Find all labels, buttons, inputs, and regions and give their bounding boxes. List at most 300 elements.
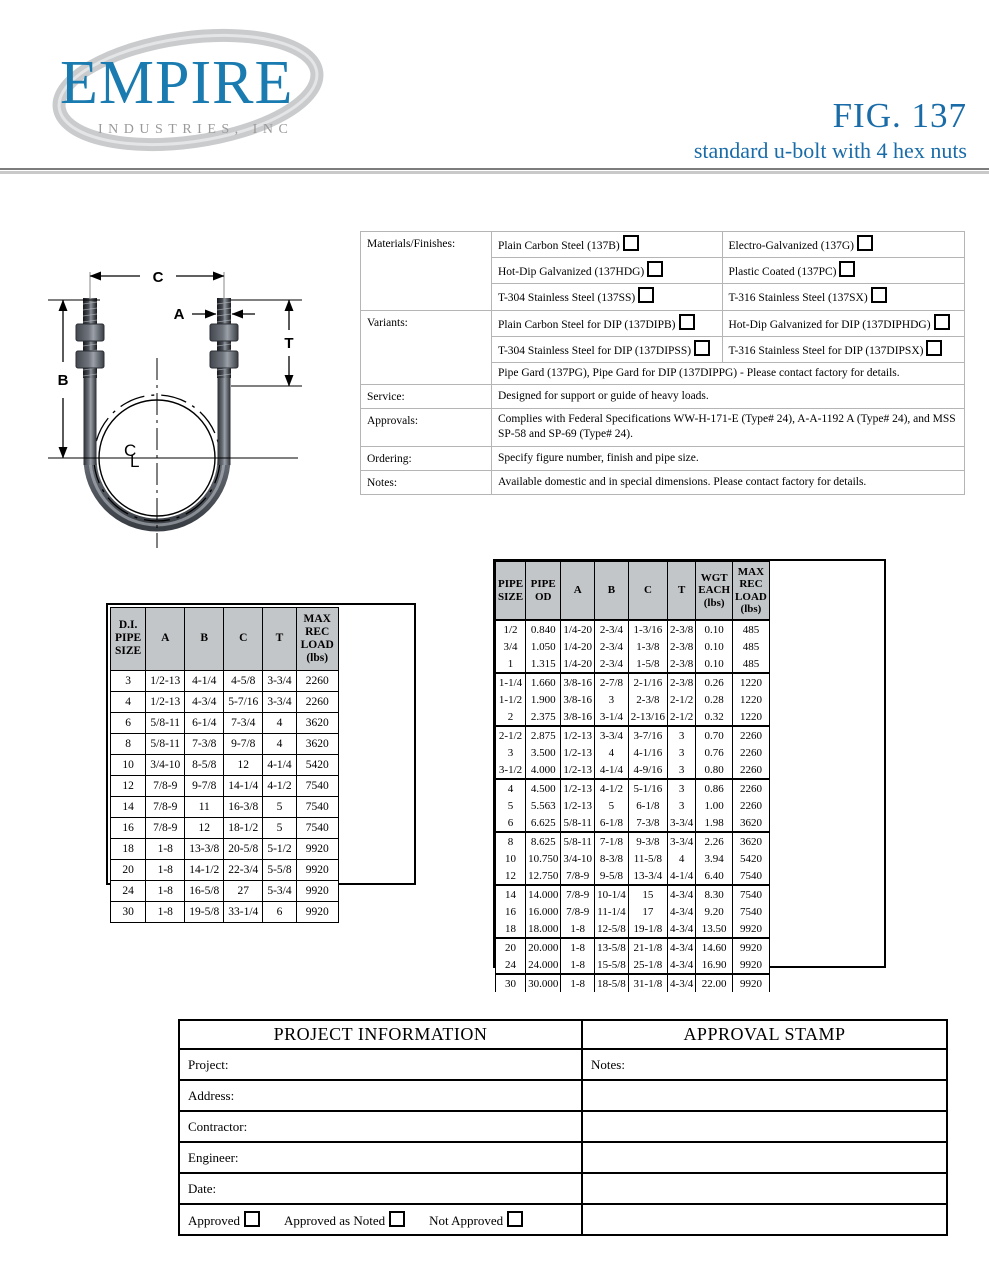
approval-stamp-cell[interactable] — [582, 1142, 947, 1173]
table-cell: 11-1/4 — [595, 903, 629, 920]
table-row — [496, 867, 770, 885]
option-checkbox[interactable] — [623, 235, 639, 251]
table-cell: 4.500 — [526, 779, 561, 797]
table-cell: 9-5/8 — [595, 867, 629, 885]
table-cell: 9920 — [733, 920, 770, 938]
option-checkbox[interactable] — [871, 287, 887, 303]
spec-row-label: Notes: — [361, 470, 492, 494]
table-cell: 1-8 — [561, 920, 595, 938]
table-cell: 0.32 — [696, 708, 733, 726]
option-checkbox[interactable] — [638, 287, 654, 303]
spec-row — [361, 310, 965, 336]
approval-stamp-cell[interactable] — [582, 1204, 947, 1235]
spec-option-cell[interactable] — [492, 258, 723, 284]
table-cell: 1-1/2 — [496, 691, 526, 708]
svg-text:B: B — [57, 372, 69, 389]
project-header-row — [179, 1020, 947, 1049]
table-cell: 5/8-11 — [146, 712, 185, 733]
table-cell: 2260 — [733, 761, 770, 779]
table-cell: 9920 — [733, 938, 770, 956]
svg-text:A: A — [173, 306, 185, 323]
di-body — [111, 670, 339, 922]
di-head — [111, 608, 339, 671]
table-cell: 9920 — [296, 838, 338, 859]
table-cell: 10 — [111, 754, 146, 775]
di-col-header: D.I. PIPE SIZE — [111, 608, 146, 671]
table-cell: 1.00 — [696, 797, 733, 814]
approval-checkbox[interactable] — [244, 1211, 260, 1227]
table-cell: 12.750 — [526, 867, 561, 885]
table-cell: 20 — [496, 938, 526, 956]
table-cell: 1/2-13 — [561, 744, 595, 761]
spec-option-label: Hot-Dip Galvanized (137HDG) — [498, 266, 645, 279]
table-cell: 1-8 — [146, 880, 185, 901]
table-row — [496, 744, 770, 761]
spec-row — [361, 470, 965, 494]
option-checkbox[interactable] — [839, 261, 855, 277]
table-cell: 2-3/8 — [628, 691, 667, 708]
table-cell: 485 — [733, 620, 770, 638]
table-cell: 8-5/8 — [185, 754, 224, 775]
table-cell: 3/4-10 — [146, 754, 185, 775]
table-cell: 8-3/8 — [595, 850, 629, 867]
table-row — [111, 775, 339, 796]
table-row — [111, 670, 339, 691]
table-cell: 2-13/16 — [628, 708, 667, 726]
table-cell: 2.26 — [696, 832, 733, 850]
table-cell: 1.050 — [526, 638, 561, 655]
table-cell: 15 — [628, 885, 667, 903]
table-cell: 4-1/4 — [263, 754, 296, 775]
spec-option-cell[interactable] — [722, 310, 965, 336]
table-cell: 7-3/4 — [224, 712, 263, 733]
table-cell: 1 — [496, 655, 526, 673]
table-cell: 7/8-9 — [146, 796, 185, 817]
main-head — [496, 562, 770, 621]
table-cell: 15-5/8 — [595, 956, 629, 974]
spec-option-cell[interactable] — [492, 232, 723, 258]
spec-option-label: Designed for support or guide of heavy loads. — [498, 390, 709, 403]
table-row — [496, 903, 770, 920]
project-field-contractor[interactable]: Contractor: — [179, 1111, 582, 1142]
table-row — [111, 901, 339, 922]
table-cell: 7/8-9 — [146, 775, 185, 796]
table-row — [111, 754, 339, 775]
project-body — [179, 1020, 947, 1235]
dimension-a — [174, 306, 255, 323]
table-cell: 18 — [496, 920, 526, 938]
spec-option-label: Plastic Coated (137PC) — [728, 266, 837, 279]
table-cell: 5 — [263, 796, 296, 817]
option-checkbox[interactable] — [694, 340, 710, 356]
table-cell: 3-7/16 — [628, 726, 667, 744]
table-cell: 1/4-20 — [561, 655, 595, 673]
table-cell: 4 — [496, 779, 526, 797]
table-cell: 1.660 — [526, 673, 561, 691]
svg-text:L: L — [130, 452, 140, 471]
table-cell: 1/2-13 — [146, 691, 185, 712]
svg-text:C: C — [152, 269, 164, 286]
table-cell: 8.625 — [526, 832, 561, 850]
project-field-row — [179, 1142, 947, 1173]
spec-body — [361, 232, 965, 495]
spec-option-cell — [492, 385, 965, 409]
table-cell: 4 — [263, 712, 296, 733]
project-field-row — [179, 1111, 947, 1142]
table-cell: 10.750 — [526, 850, 561, 867]
approval-option[interactable] — [284, 1211, 405, 1229]
table-cell: 1-3/8 — [628, 638, 667, 655]
table-cell: 2.875 — [526, 726, 561, 744]
table-cell: 12-5/8 — [595, 920, 629, 938]
table-cell: 14-1/4 — [224, 775, 263, 796]
spec-option-label: Plain Carbon Steel (137B) — [498, 240, 620, 252]
table-cell: 12 — [224, 754, 263, 775]
table-cell: 24.000 — [526, 956, 561, 974]
table-cell: 7-3/8 — [185, 733, 224, 754]
table-cell: 18.000 — [526, 920, 561, 938]
project-field-row — [179, 1173, 947, 1204]
table-cell: 5 — [263, 817, 296, 838]
table-cell: 5-7/16 — [224, 691, 263, 712]
table-cell: 0.80 — [696, 761, 733, 779]
table-cell: 485 — [733, 638, 770, 655]
spec-option-label: T-304 Stainless Steel (137SS) — [498, 292, 636, 305]
spec-option-label: T-316 Stainless Steel for DIP (137DIPSX) — [728, 344, 924, 357]
table-cell: 1/2-13 — [561, 726, 595, 744]
table-cell: 9920 — [296, 859, 338, 880]
table-cell: 4-3/4 — [185, 691, 224, 712]
table-cell: 16-5/8 — [185, 880, 224, 901]
di-col-header: C — [224, 608, 263, 671]
svg-text:C: C — [124, 441, 137, 460]
table-cell: 9920 — [733, 974, 770, 992]
table-cell: 1220 — [733, 673, 770, 691]
table-cell: 16 — [111, 817, 146, 838]
table-cell: 33-1/4 — [224, 901, 263, 922]
table-row — [496, 708, 770, 726]
table-row — [111, 817, 339, 838]
table-cell: 2-1/2 — [668, 708, 696, 726]
spec-option-cell[interactable] — [492, 310, 723, 336]
table-cell: 5420 — [296, 754, 338, 775]
table-cell: 20-5/8 — [224, 838, 263, 859]
header-rule-light — [0, 171, 989, 174]
table-cell: 2-3/8 — [668, 673, 696, 691]
table-row — [111, 859, 339, 880]
table-cell: 25-1/8 — [628, 956, 667, 974]
page-subtitle: standard u-bolt with 4 hex nuts — [693, 138, 967, 163]
table-cell: 5.563 — [526, 797, 561, 814]
table-cell: 2260 — [296, 670, 338, 691]
table-row — [496, 691, 770, 708]
spec-option-cell[interactable] — [722, 336, 965, 362]
table-cell: 1-8 — [561, 974, 595, 992]
main-col-header: PIPE SIZE — [496, 562, 526, 621]
spec-option-label: Electro-Galvanized (137G) — [728, 240, 854, 252]
table-cell: 5-1/16 — [628, 779, 667, 797]
table-cell: 13-5/8 — [595, 938, 629, 956]
main-col-header: T — [668, 562, 696, 621]
table-cell: 1220 — [733, 708, 770, 726]
table-cell: 2260 — [296, 691, 338, 712]
table-cell: 3620 — [733, 814, 770, 832]
table-cell: 5-3/4 — [263, 880, 296, 901]
table-cell: 4 — [111, 691, 146, 712]
table-row — [496, 956, 770, 974]
table-cell: 1/2-13 — [146, 670, 185, 691]
table-cell: 2260 — [733, 744, 770, 761]
logo-tagline: INDUSTRIES, INC — [98, 122, 294, 137]
spec-option-cell[interactable] — [722, 284, 965, 310]
table-cell: 21-1/8 — [628, 938, 667, 956]
table-row — [496, 938, 770, 956]
table-cell: 5 — [595, 797, 629, 814]
spec-row — [361, 446, 965, 470]
table-cell: 4-1/4 — [668, 867, 696, 885]
table-cell: 9.20 — [696, 903, 733, 920]
table-cell: 7/8-9 — [561, 903, 595, 920]
table-cell: 8.30 — [696, 885, 733, 903]
di-pipe-size-table — [110, 607, 339, 923]
table-cell: 12 — [496, 867, 526, 885]
table-cell: 3 — [111, 670, 146, 691]
option-checkbox[interactable] — [679, 314, 695, 330]
table-cell: 4-1/2 — [263, 775, 296, 796]
table-cell: 6-1/8 — [628, 797, 667, 814]
table-cell: 3620 — [296, 712, 338, 733]
table-row — [496, 850, 770, 867]
table-cell: 7540 — [296, 796, 338, 817]
approval-option[interactable] — [429, 1211, 523, 1229]
table-cell: 7540 — [296, 817, 338, 838]
table-cell: 18-5/8 — [595, 974, 629, 992]
table-cell: 7-1/8 — [595, 832, 629, 850]
table-row — [111, 691, 339, 712]
project-field-project[interactable]: Project: — [179, 1049, 582, 1080]
table-cell: 9920 — [296, 880, 338, 901]
table-row — [496, 885, 770, 903]
table-cell: 3 — [668, 744, 696, 761]
table-cell: 4-3/4 — [668, 903, 696, 920]
page-header — [0, 0, 989, 180]
spec-row — [361, 385, 965, 409]
project-field-address[interactable]: Address: — [179, 1080, 582, 1111]
table-cell: 4-1/4 — [595, 761, 629, 779]
table-cell: 1.900 — [526, 691, 561, 708]
table-row — [496, 638, 770, 655]
project-info-title: PROJECT INFORMATION — [179, 1020, 582, 1049]
table-cell: 16.000 — [526, 903, 561, 920]
table-cell: 4 — [668, 850, 696, 867]
table-cell: 3-3/4 — [668, 832, 696, 850]
spec-option-label: Complies with Federal Specifications WW-H-171-E (Type# 24), A-A-1192 A (Type# 24), and MSS SP-58 and SP-69 (Type# 24). — [498, 413, 956, 441]
option-checkbox[interactable] — [647, 261, 663, 277]
table-cell: 9-7/8 — [185, 775, 224, 796]
pipe-dimension-table — [495, 561, 770, 992]
spec-row-label: Variants: — [361, 310, 492, 385]
table-cell: 13-3/4 — [628, 867, 667, 885]
approval-stamp-cell[interactable] — [582, 1111, 947, 1142]
table-cell: 2260 — [733, 726, 770, 744]
table-cell: 0.70 — [696, 726, 733, 744]
table-cell: 1.315 — [526, 655, 561, 673]
table-row — [111, 796, 339, 817]
approval-option[interactable] — [188, 1211, 260, 1229]
table-cell: 7540 — [296, 775, 338, 796]
table-cell: 14.000 — [526, 885, 561, 903]
approval-option-label: Not Approved — [429, 1212, 504, 1228]
option-checkbox[interactable] — [934, 314, 950, 330]
table-cell: 1-8 — [146, 901, 185, 922]
project-information-table — [178, 1019, 948, 1236]
di-header-row — [111, 608, 339, 671]
table-cell: 3 — [668, 761, 696, 779]
approval-option-label: Approved as Noted — [284, 1212, 386, 1228]
table-row — [496, 832, 770, 850]
spec-option-cell[interactable] — [492, 284, 723, 310]
table-cell: 2-7/8 — [595, 673, 629, 691]
table-cell: 4 — [595, 744, 629, 761]
table-cell: 3-3/4 — [263, 691, 296, 712]
table-cell: 4-1/4 — [185, 670, 224, 691]
table-cell: 22-3/4 — [224, 859, 263, 880]
table-cell: 3/8-16 — [561, 691, 595, 708]
table-cell: 7540 — [733, 867, 770, 885]
main-col-header: B — [595, 562, 629, 621]
table-cell: 3-3/4 — [263, 670, 296, 691]
table-cell: 9-7/8 — [224, 733, 263, 754]
table-cell: 1/2 — [496, 620, 526, 638]
approval-stamp-cell[interactable] — [582, 1080, 947, 1111]
table-cell: 2-3/8 — [668, 620, 696, 638]
spec-option-cell — [492, 470, 965, 494]
table-cell: 3/8-16 — [561, 673, 595, 691]
table-row — [496, 655, 770, 673]
main-col-header: MAX REC LOAD (lbs) — [733, 562, 770, 621]
table-cell: 7/8-9 — [146, 817, 185, 838]
approval-option-label: Approved — [188, 1212, 240, 1228]
table-row — [496, 726, 770, 744]
table-cell: 2-1/2 — [668, 691, 696, 708]
table-cell: 3/4 — [496, 638, 526, 655]
table-cell: 1220 — [733, 691, 770, 708]
table-cell: 30.000 — [526, 974, 561, 992]
table-cell: 0.26 — [696, 673, 733, 691]
table-cell: 3/4-10 — [561, 850, 595, 867]
table-cell: 2-3/4 — [595, 655, 629, 673]
notes-field[interactable]: Notes: — [582, 1049, 947, 1080]
project-field-engineer[interactable]: Engineer: — [179, 1142, 582, 1173]
di-col-header: T — [263, 608, 296, 671]
dimension-c — [90, 269, 224, 286]
table-row — [496, 761, 770, 779]
spec-row-label: Ordering: — [361, 446, 492, 470]
table-cell: 14-1/2 — [185, 859, 224, 880]
table-cell: 5/8-11 — [561, 814, 595, 832]
table-cell: 4.000 — [526, 761, 561, 779]
table-cell: 0.10 — [696, 655, 733, 673]
table-cell: 6 — [111, 712, 146, 733]
table-cell: 3-3/4 — [595, 726, 629, 744]
option-checkbox[interactable] — [926, 340, 942, 356]
table-cell: 2-3/8 — [668, 655, 696, 673]
table-cell: 3620 — [296, 733, 338, 754]
table-cell: 2-3/4 — [595, 638, 629, 655]
di-col-header: B — [185, 608, 224, 671]
table-cell: 2-3/8 — [668, 638, 696, 655]
table-cell: 20 — [111, 859, 146, 880]
table-cell: 4-9/16 — [628, 761, 667, 779]
table-cell: 1/4-20 — [561, 638, 595, 655]
table-cell: 14.60 — [696, 938, 733, 956]
table-cell: 1-8 — [146, 859, 185, 880]
table-cell: 24 — [111, 880, 146, 901]
table-row — [496, 814, 770, 832]
spec-option-cell[interactable] — [492, 336, 723, 362]
table-cell: 5-5/8 — [263, 859, 296, 880]
page-title: FIG. 137 — [832, 96, 967, 135]
table-cell: 10 — [496, 850, 526, 867]
main-header-row — [496, 562, 770, 621]
table-cell: 6-1/4 — [185, 712, 224, 733]
table-cell: 2.375 — [526, 708, 561, 726]
table-cell: 17 — [628, 903, 667, 920]
project-field-date[interactable]: Date: — [179, 1173, 582, 1204]
main-col-header: C — [628, 562, 667, 621]
table-cell: 18-1/2 — [224, 817, 263, 838]
spec-option-label: Available domestic and in special dimensions. Please contact factory for details. — [498, 475, 867, 488]
table-cell: 9-3/8 — [628, 832, 667, 850]
main-col-header: WGT EACH (lbs) — [696, 562, 733, 621]
table-cell: 3620 — [733, 832, 770, 850]
table-cell: 7/8-9 — [561, 867, 595, 885]
spec-row — [361, 232, 965, 258]
table-cell: 6.625 — [526, 814, 561, 832]
approval-checkbox[interactable] — [389, 1211, 405, 1227]
table-cell: 3-3/4 — [668, 814, 696, 832]
table-cell: 5 — [496, 797, 526, 814]
spec-option-label: T-304 Stainless Steel for DIP (137DIPSS) — [498, 344, 692, 357]
table-cell: 13.50 — [696, 920, 733, 938]
table-cell: 13-3/8 — [185, 838, 224, 859]
table-cell: 9920 — [296, 901, 338, 922]
spec-option-cell[interactable] — [722, 258, 965, 284]
table-cell: 5-1/2 — [263, 838, 296, 859]
table-cell: 4-5/8 — [224, 670, 263, 691]
approval-stamp-cell[interactable] — [582, 1173, 947, 1204]
spec-option-label: Hot-Dip Galvanized for DIP (137DIPHDG) — [728, 318, 931, 331]
table-row — [111, 880, 339, 901]
approval-checkbox[interactable] — [507, 1211, 523, 1227]
table-cell: 16-3/8 — [224, 796, 263, 817]
table-cell: 14 — [111, 796, 146, 817]
table-cell: 3/8-16 — [561, 708, 595, 726]
table-cell: 4-1/2 — [595, 779, 629, 797]
spec-option-label: Pipe Gard (137PG), Pipe Gard for DIP (137DIPPG) - Please contact factory for details. — [498, 366, 900, 379]
table-cell: 6 — [263, 901, 296, 922]
table-cell: 1/4-20 — [561, 620, 595, 638]
table-cell: 3 — [496, 744, 526, 761]
spec-option-cell[interactable] — [722, 232, 965, 258]
project-field-row — [179, 1080, 947, 1111]
table-row — [496, 974, 770, 992]
option-checkbox[interactable] — [857, 235, 873, 251]
table-cell: 1/2-13 — [561, 761, 595, 779]
table-cell: 18 — [111, 838, 146, 859]
table-cell: 3 — [668, 797, 696, 814]
table-cell: 3-1/4 — [595, 708, 629, 726]
